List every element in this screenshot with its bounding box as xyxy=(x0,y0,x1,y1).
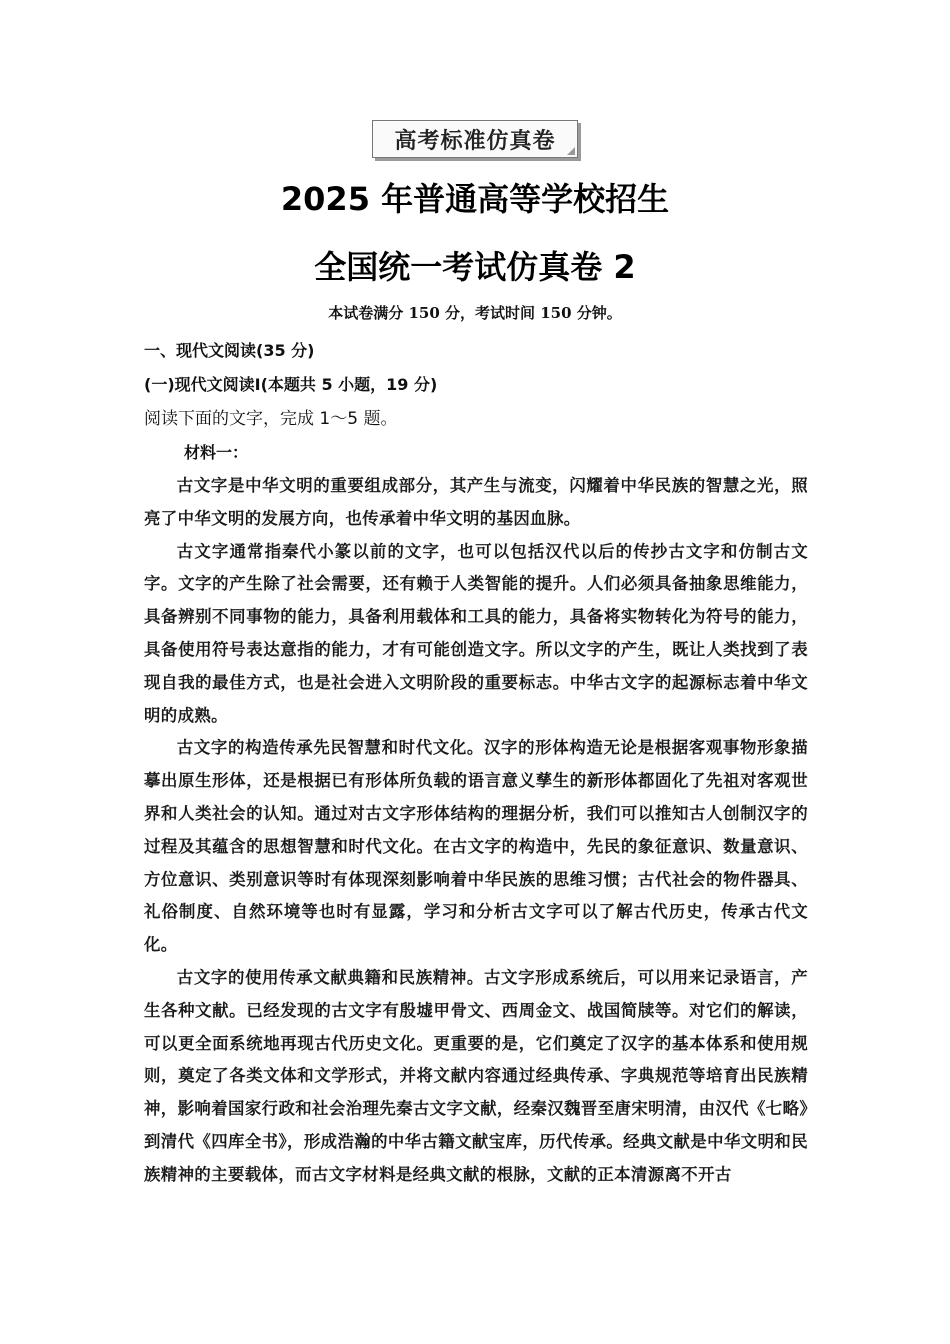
paragraph-2: 古文字通常指秦代小篆以前的文字，也可以包括汉代以后的传抄古文字和仿制古文字。文字的产生除了社会需要，还有赖于人类智能的提升。人们必须具备抽象思维能力，具备辨别不同事物的能力，具备利用载体和工具的能力，具备将实物转化为符号的能力，具备使用符号表达意指的能力，才有可能创造文字。所以文字的产生，既让人类找到了表现自我的最佳方式，也是社会进入文明阶段的重要标志。中华古文字的起源标志着中华文明的成熟。 xyxy=(144,541,808,725)
paragraph-1: 古文字是中华文明的重要组成部分，其产生与流变，闪耀着中华民族的智慧之光，照亮了中华文明的发展方向，也传承着中华文明的基因血脉。 xyxy=(144,476,808,528)
paragraph-4: 古文字的使用传承文献典籍和民族精神。古文字形成系统后，可以用来记录语言，产生各种文献。已经发现的古文字有殷墟甲骨文、西周金文、战国简牍等。对它们的解读，可以更全面系统地再现古代历史文化。更重要的是，它们奠定了汉字的基本体系和使用规则，奠定了各类文体和文学形式，并将文献内容通过经典传承、字典规范等培育出民族精神，影响着国家行政和社会治理先秦古文字文献，经秦汉魏晋至唐宋明清，由汉代《七略》到清代《四库全书》，形成浩瀚的中华古籍文献宝库，历代传承。经典文献是中华文明和民族精神的主要载体，而古文字材料是经典文献的根脉，文献的正本清源离不开古 xyxy=(144,967,808,1184)
page-title-line-2: 全国统一考试仿真卷 2 xyxy=(314,248,636,286)
badge-wrap xyxy=(0,120,950,158)
reading-instruction: 阅读下面的文字，完成 1～5 题。 xyxy=(144,409,398,429)
paragraph-3: 古文字的构造传承先民智慧和时代文化。汉字的形体构造无论是根据客观事物形象描摹出原生形体，还是根据已有形体所负载的语言意义孳生的新形体都固化了先祖对客观世界和人类社会的认知。通过对古文字形体结构的理据分析，我们可以推知古人创制汉字的过程及其蕴含的思想智慧和时代文化。在古文字的构造中，先民的象征意识、数量意识、方位意识、类别意识等时有体现深刻影响着中华民族的思维习惯；古代社会的物件器具、礼俗制度、自然环境等也时有显露，学习和分析古文字可以了解古代历史，传承古代文化。 xyxy=(144,738,808,955)
exam-type-badge xyxy=(372,120,578,158)
page-title-line-1: 2025 年普通高等学校招生 xyxy=(280,180,670,218)
material-label: 材料一： xyxy=(184,443,249,462)
exam-info: 本试卷满分 150 分，考试时间 150 分钟。 xyxy=(328,304,622,322)
section-heading: 一、现代文阅读(35 分) xyxy=(144,341,315,360)
badge-label: 高考标准仿真卷 xyxy=(394,127,556,154)
section-subheading: (一)现代文阅读Ⅰ(本题共 5 小题，19 分) xyxy=(144,375,438,394)
document-body xyxy=(144,334,808,1192)
badge-corner-decoration xyxy=(567,147,575,155)
